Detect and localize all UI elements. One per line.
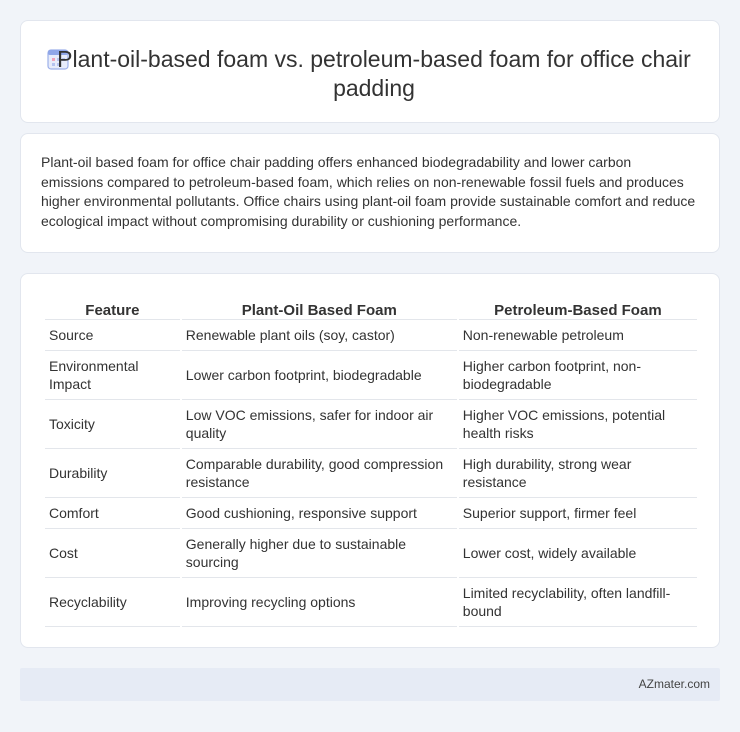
row-plant-oil: Renewable plant oils (soy, castor) (182, 320, 457, 351)
row-plant-oil: Good cushioning, responsive support (182, 498, 457, 529)
row-petroleum: Lower cost, widely available (459, 529, 697, 578)
row-feature: Recyclability (45, 578, 180, 627)
table-row (45, 498, 697, 529)
row-feature: Toxicity (45, 400, 180, 449)
page-title: Plant-oil-based foam vs. petroleum-based foam for office chair padding (57, 46, 691, 101)
row-feature: Source (45, 320, 180, 351)
comparison-table (43, 296, 699, 627)
row-feature: Cost (45, 529, 180, 578)
row-plant-oil: Low VOC emissions, safer for indoor air quality (182, 400, 457, 449)
row-feature: Environmental Impact (45, 351, 180, 400)
table-row (45, 529, 697, 578)
row-petroleum: Higher carbon footprint, non-biodegradable (459, 351, 697, 400)
footer-site-link[interactable]: AZmater.com (638, 677, 710, 691)
row-petroleum: Higher VOC emissions, potential health risks (459, 400, 697, 449)
header-plant-oil: Plant-Oil Based Foam (182, 296, 457, 320)
table-row (45, 351, 697, 400)
row-plant-oil: Comparable durability, good compression resistance (182, 449, 457, 498)
table-row (45, 449, 697, 498)
header-feature: Feature (45, 296, 180, 320)
table-row (45, 578, 697, 627)
row-feature: Durability (45, 449, 180, 498)
row-petroleum: High durability, strong wear resistance (459, 449, 697, 498)
table-row (45, 320, 697, 351)
row-plant-oil: Improving recycling options (182, 578, 457, 627)
comparison-card (20, 273, 720, 648)
row-plant-oil: Lower carbon footprint, biodegradable (182, 351, 457, 400)
row-petroleum: Superior support, firmer feel (459, 498, 697, 529)
row-feature: Comfort (45, 498, 180, 529)
summary-card (20, 133, 720, 253)
summary-text: Plant-oil based foam for office chair padding offers enhanced biodegradability and lower carbon emissions compared to petroleum-based foam, which relies on non-renewable fossil fuels and produces higher environmental pollutants. Office chairs using plant-oil foam provide sustainable comfort and reduce ecological impact without compromising durability or cushioning performance. (41, 154, 696, 229)
footer-bar (20, 668, 720, 701)
row-plant-oil: Generally higher due to sustainable sourcing (182, 529, 457, 578)
table-row (45, 400, 697, 449)
title-card (20, 20, 720, 123)
row-petroleum: Non-renewable petroleum (459, 320, 697, 351)
header-petroleum: Petroleum-Based Foam (459, 296, 697, 320)
table-header-row (45, 296, 697, 320)
row-petroleum: Limited recyclability, often landfill-bound (459, 578, 697, 627)
